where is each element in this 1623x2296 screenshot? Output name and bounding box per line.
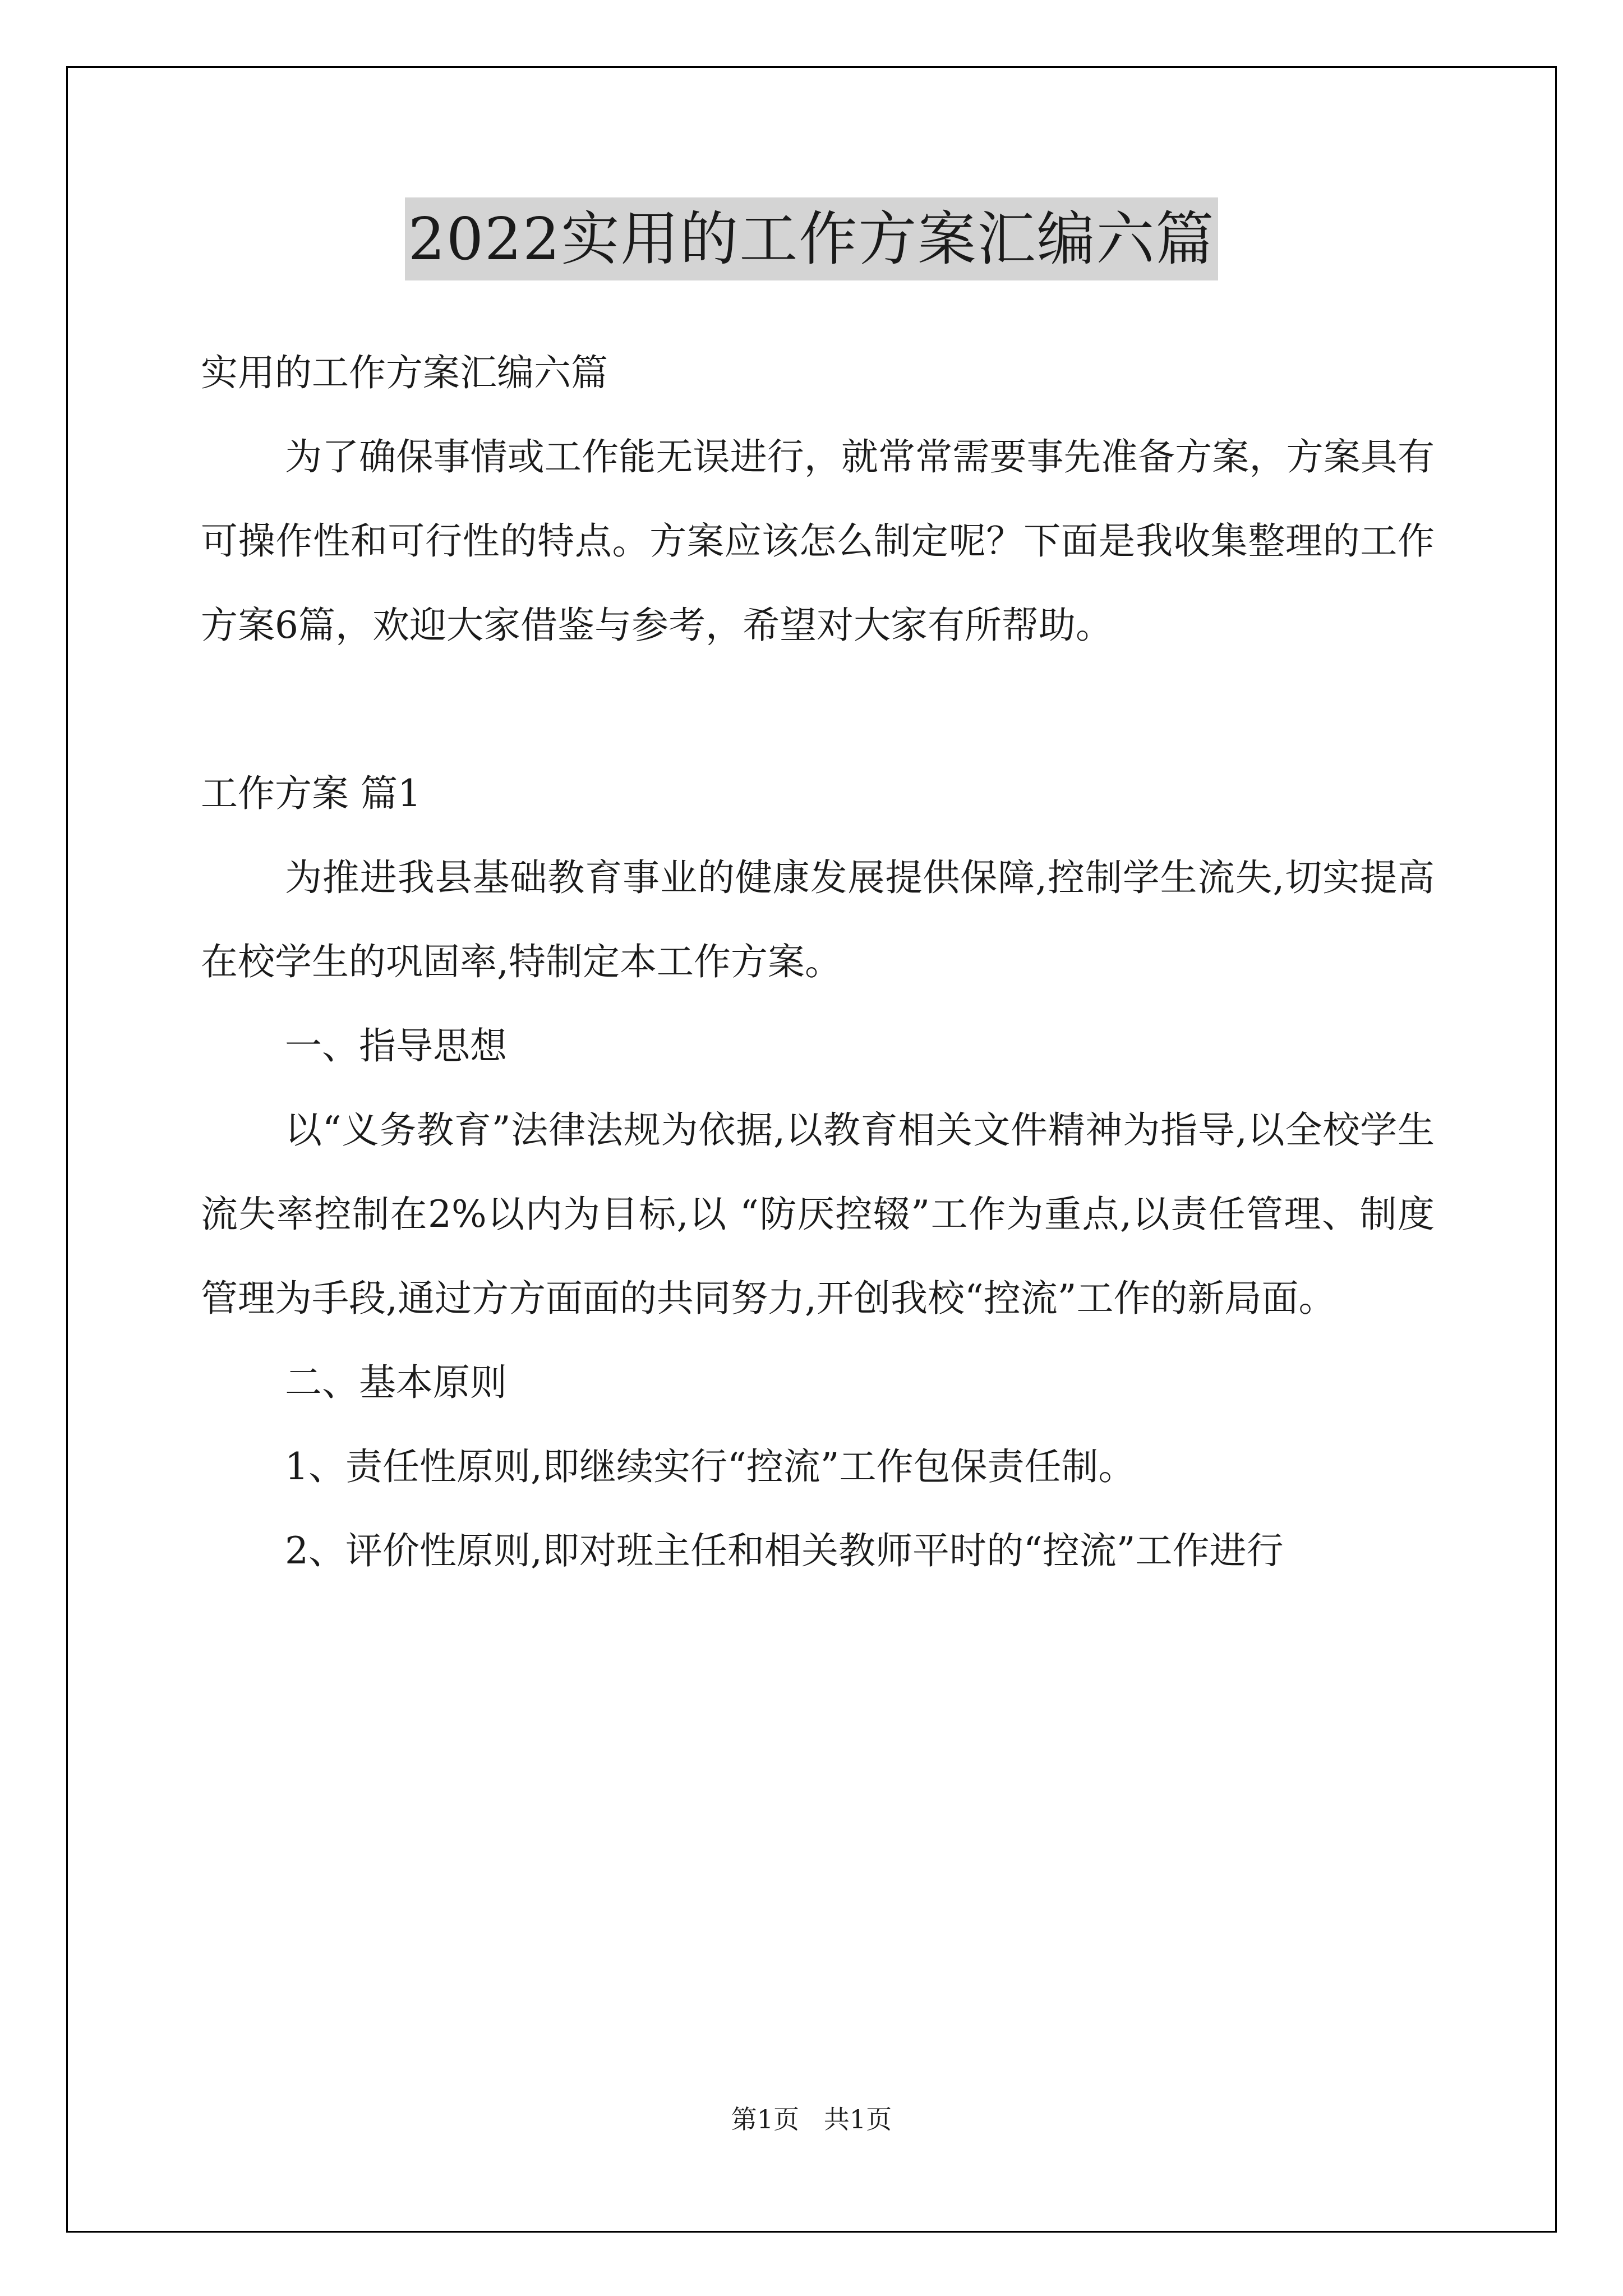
guiding-paragraph: 以“义务教育”法律法规为依据,以教育相关文件精神为指导,以全校学生流失率控制在2%以内为目标,以 “防厌控辍”工作为重点,以责任管理、制度管理为手段,通过方方面面的共同努力,开创我校“控流”工作的新局面。 (201, 1108, 1435, 1320)
document-subtitle: 实用的工作方案汇编六篇 (201, 351, 608, 394)
section-intro-paragraph: 为推进我县基础教育事业的健康发展提供保障,控制学生流失,切实提高在校学生的巩固率,特制定本工作方案。 (201, 856, 1435, 983)
section-heading: 工作方案 篇1 (201, 772, 421, 815)
document-body (201, 331, 1435, 1593)
document-title: 2022实用的工作方案汇编六篇 (405, 197, 1219, 280)
title-container (0, 197, 1623, 280)
intro-paragraph: 为了确保事情或工作能无误进行，就常常需要事先准备方案，方案具有可操作性和可行性的特点。方案应该怎么制定呢？下面是我收集整理的工作方案6篇，欢迎大家借鉴与参考，希望对大家有所帮助。 (201, 435, 1435, 647)
heading-basic-principles: 二、基本原则 (285, 1361, 507, 1404)
heading-guiding-principles: 一、指导思想 (285, 1024, 507, 1068)
principle-item-2: 2、评价性原则,即对班主任和相关教师平时的“控流”工作进行 (285, 1529, 1284, 1572)
page-footer: 第1页 共1页 (731, 2104, 892, 2134)
principle-item-1: 1、责任性原则,即继续实行“控流”工作包保责任制。 (285, 1445, 1136, 1488)
